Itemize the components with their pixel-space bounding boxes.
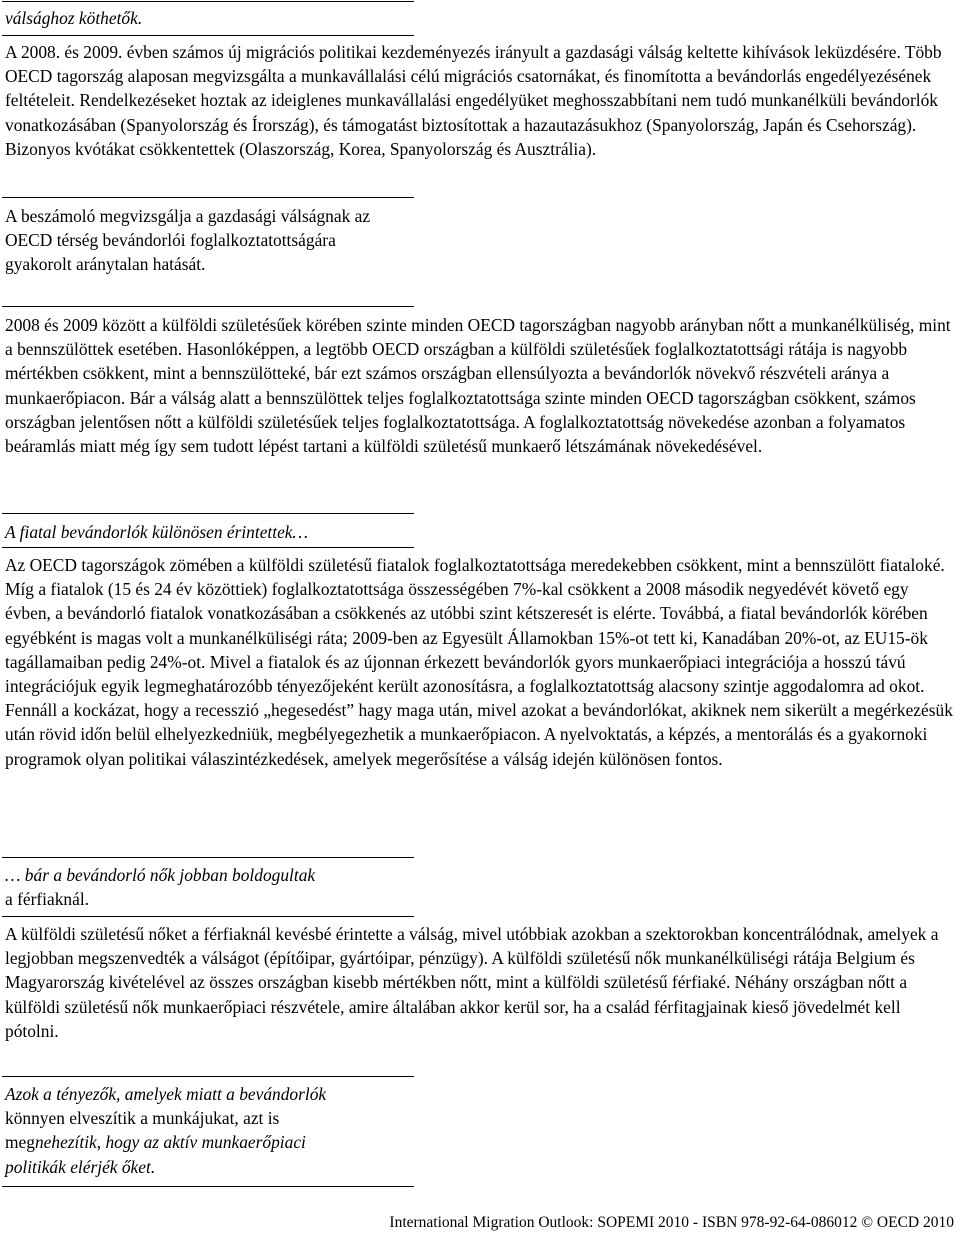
paragraph-unemployment: 2008 és 2009 között a külföldi születésűek körében szinte minden OECD tagországban nagyobb arányban nőtt a munkanélküliség, mint a bennszülöttek esetében. Hasonlóképpen, a legtöbb OECD országban a külföldi születésűek foglalkoztatottsági rátája is nagyobb mértékben csökkent, mint a bennszülötteké, bár ezt számos országban ellensúlyozta a bevándorlók növekvő részvételi aránya a munkaerőpiacon. Bár a válság alatt a bennszülöttek teljes foglalkoztatottsága szinte minden OECD tagországban csökkent, számos országban jelentősen nőtt a külföldi születésűek teljes foglalkoztatottsága. A foglalkoztatottság növekedése azonban a folyamatos beáramlás miatt még így sem tudott lépést tartani a külföldi születésű munkaerő létszámának növekedésével. [5, 315, 951, 457]
paragraph-women: A külföldi születésű nőket a férfiaknál kevésbé érintette a válság, mivel utóbbiak azokban a szektorokban koncentrálódnak, amelyek a legjobban megszenvedték a válságot (építőipar, gyártóipar, pénzügy). A külföldi születésű nők munkanélküliségi rátája Belgium és Magyarország kivételével az összes országban kisebb mértékben nőtt, mint a külföldi születésű férfiaké. Néhány országban nőtt a külföldi születésű nők munkaerőpiaci részvétele, amire általában akkor kerül sor, ha a család férfitagjainak kieső jövedelmét kell pótolni. [5, 924, 939, 1041]
paragraph-young-immigrants: Az OECD tagországok zömében a külföldi születésű fiatalok foglalkoztatottsága meredekebben csökkent, mint a bennszülött fiataloké. Míg a fiatalok (15 és 24 év közöttiek) foglalkoztatottsága összességében 7%-kal csökkent a 2008 második negyedévét követő egy évben, a bevándorló fiatalok vonatkozásában a csökkenés az utóbbi szint kétszeresét is elérte. Továbbá, a fiatal bevándorlók körében egyébként is magas volt a munkanélküliségi ráta; 2009-ben az Egyesült Államokban 15%-ot tett ki, Kanadában 20%-ot, az EU15-ök tagállamaiban pedig 24%-ot. Mivel a fiatalok és az újonnan érkezett bevándorlók gyors munkaerőpiaci integrációja a hosszú távú integrációjuk egyik legmeghatározóbb tényezőjeként került azonosításra, a foglalkoztatottság alacsony szintje aggodalomra ad okot. Fennáll a kockázat, hogy a recesszió „hegesedést” hagy maga után, mivel azokat a bevándorlókat, akiknek nem sikerült a megérkezésük után rövid időn belül elhelyezkedniük, megbélyegezhetik a munkaerőpiacon. A nyelvoktatás, a képzés, a mentorálás és a gyakornoki programok olyan politikai válaszintézkedések, amelyek megerősítése a válság idején különösen fontos. [5, 555, 953, 769]
section-divider [2, 1, 414, 2]
section-heading-women [5, 863, 425, 911]
section-divider [2, 1186, 414, 1187]
callout-line-italic: nehezítik, hogy az aktív munkaerőpiaci [34, 1132, 306, 1153]
callout-line-plain: meg [5, 1132, 35, 1153]
callout-line: Azok a tényezők, amelyek miatt a bevándorlók [5, 1084, 327, 1104]
paragraph-migration-policy: A 2008. és 2009. évben számos új migrációs politikai kezdeményezés irányult a gazdasági válság keltette kihívások leküzdésére. Több OECD tagország alaposan megvizsgálta a munkavállalási célú migrációs csatornákat, és finomította a bevándorlás engedélyezésének feltételeit. Rendelkezéseket hoztak az ideiglenes munkavállalási engedélyüket meghosszabbítani nem tudó munkanélküli bevándorlók vonatkozásában (Spanyolország és Írország), és támogatást biztosítottak a hazautazásukhoz (Spanyolország, Japán és Csehország). Bizonyos kvótákat csökkentettek (Olaszország, Korea, Spanyolország és Ausztrália). [5, 42, 942, 159]
section-divider [2, 916, 414, 917]
heading-plain-part: a férfiaknál. [5, 889, 89, 910]
page-footer: International Migration Outlook: SOPEMI 2010 - ISBN 978-92-64-086012 © OECD 2010 [389, 1214, 954, 1231]
section-heading-young-immigrants: A fiatal bevándorlók különösen érintettek… [5, 522, 308, 542]
callout-line: politikák elérjék őket. [5, 1156, 156, 1177]
section-divider [2, 513, 414, 514]
section-divider [2, 1076, 414, 1077]
section-heading: válsághoz köthetők. [5, 8, 143, 28]
summary-callout-factors [5, 1082, 425, 1179]
section-divider [2, 857, 414, 858]
callout-line: könnyen elveszítik a munkájukat, azt is [5, 1108, 280, 1129]
heading-italic-part: … bár a bevándorló nők jobban boldogultak [5, 865, 316, 885]
section-divider [2, 197, 414, 198]
summary-callout: A beszámoló megvizsgálja a gazdasági válságnak az OECD térség bevándorlói foglalkoztatottságára gyakorolt aránytalan hatását. [5, 206, 371, 275]
section-divider [2, 35, 414, 36]
section-divider [2, 547, 414, 548]
section-divider [2, 306, 414, 307]
